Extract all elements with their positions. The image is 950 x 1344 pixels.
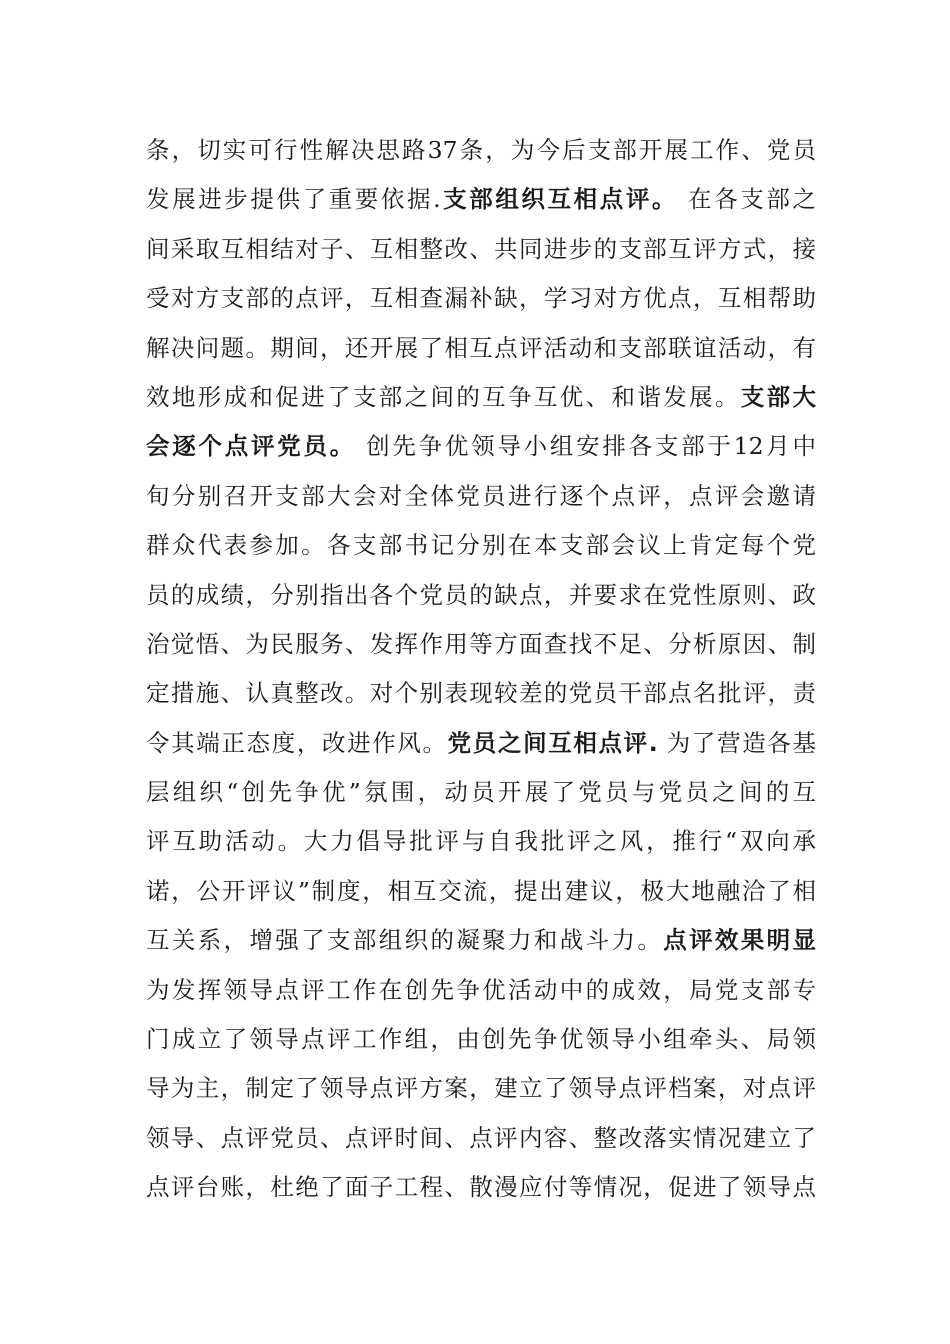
text-line [146,719,816,768]
body-text-segment: 解决问题。期间，还开展了相互点评活动和支部联谊活动，有 [146,333,816,362]
body-text-segment: 在各支部之 [678,185,816,214]
body-text-segment: 门成立了领导点评工作组，由创先争优领导小组牵头、局领 [146,1025,816,1054]
text-line [146,620,816,669]
text-line [146,472,816,521]
body-text-segment: 评互助活动。大力倡导批评与自我批评之风，推行“双向承 [146,827,816,856]
body-text-segment: 员的成绩，分别指出各个党员的缺点，并要求在党性原则、政 [146,580,816,609]
text-line [146,1114,816,1163]
text-line [146,1163,816,1212]
body-text-segment: 为发挥领导点评工作在创先争优活动中的成效，局党支部专 [146,975,816,1004]
text-line [146,768,816,817]
body-text-segment: 治觉悟、为民服务、发挥作用等方面查找不足、分析原因、制 [146,629,816,658]
text-line [146,274,816,323]
text-line [146,324,816,373]
body-text-segment: 群众代表参加。各支部书记分别在本支部会议上肯定每个党 [146,531,816,560]
text-line [146,225,816,274]
text-line [146,175,816,224]
text-line [146,422,816,471]
text-line [146,966,816,1015]
bold-heading-text: 点评效果明显 [663,926,817,955]
text-line [146,669,816,718]
body-text-segment: 导为主，制定了领导点评方案，建立了领导点评档案，对点评 [146,1074,816,1103]
text-line [146,126,816,175]
text-line [146,571,816,620]
body-text-segment: 旬分别召开支部大会对全体党员进行逐个点评，点评会邀请 [146,481,816,510]
body-text-segment: 层组织“创先争优”氛围，动员开展了党员与党员之间的互 [146,778,816,807]
body-text-segment: 令其端正态度，改进作风。 [146,728,448,757]
body-text-segment: 互关系，增强了支部组织的凝聚力和战斗力。 [146,926,664,955]
body-text-segment: 定措施、认真整改。对个别表现较差的党员干部点名批评，责 [146,679,816,708]
body-text-segment: 受对方支部的点评，互相查漏补缺，学习对方优点，互相帮助 [146,284,816,313]
text-line [146,817,816,866]
text-line [146,916,816,965]
bold-heading-text: 会逐个点评党员。 [146,432,356,461]
text-line [146,867,816,916]
bold-heading-text: 党员之间互相点评. [447,728,658,757]
body-text-segment: 领导、点评党员、点评时间、点评内容、整改落实情况建立了 [146,1123,816,1152]
body-text-segment: 发展进步提供了重要依据. [146,185,441,214]
bold-heading-text: 支部大 [740,382,817,411]
text-line [146,521,816,570]
body-text-segment: 创先争优领导小组安排各支部于12月中 [355,432,817,461]
text-line [146,1015,816,1064]
body-text-segment: 点评台账，杜绝了面子工程、散漫应付等情况，促进了领导点 [146,1173,816,1202]
body-text-segment: 效地形成和促进了支部之间的互争互优、和谐发展。 [146,382,741,411]
body-text-segment: 间采取互相结对子、互相整改、共同进步的支部互评方式，接 [146,234,816,263]
bold-heading-text: 支部组织互相点评。 [440,185,679,214]
body-text-segment: 为了营造各基 [657,728,816,757]
text-line [146,1064,816,1113]
text-line [146,373,816,422]
body-text [146,126,816,1213]
body-text-segment: 诺，公开评议”制度，相互交流，提出建议，极大地融洽了相 [146,876,816,905]
body-text-segment: 条，切实可行性解决思路37条，为今后支部开展工作、党员 [146,136,816,164]
